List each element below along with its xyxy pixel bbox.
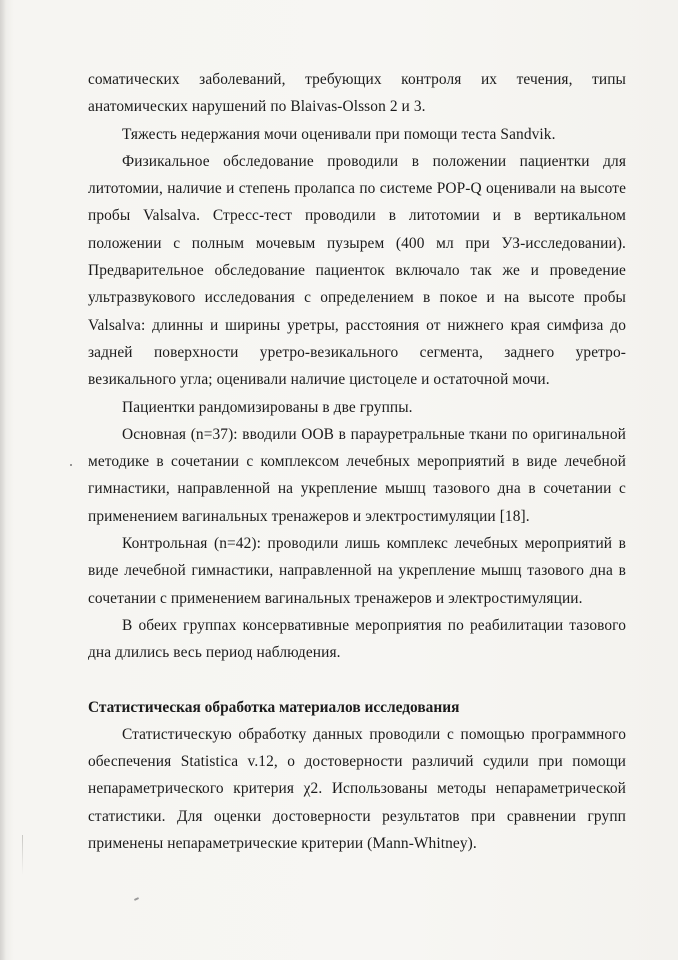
scan-dot (70, 464, 72, 466)
margin-mark (22, 835, 23, 875)
paragraph-both-groups: В обеих группах консервативные мероприятия по реабилитации тазового дна длились весь период наблюдения. (88, 616, 626, 662)
section-heading-statistics: Статистическая обработка материалов исследования (88, 698, 460, 716)
paragraph-physical-exam: Физикальное обследование проводили в положении пациентки для литотомии, наличие и степень пролапса по системе POP-Q оценивали на высоте пробы Valsalva. Стресс-тест проводили в литотомии и в вертикальном положении с полным мочевым пузырем (400 мл при УЗ-исследовании). Предварительное обследование пациенток включало так же и проведение ультразвукового исследования с определением в покое и на высоте пробы Valsalva: длинны и ширины уретры, расстояния от нижнего края симфиза до задней поверхности уретро-везикального сегмента, заднего уретро-везикального угла; оценивали наличие цистоцеле и остаточной мочи. (88, 152, 626, 389)
section-gap (88, 667, 626, 694)
paragraph-statistics: Статистическую обработку данных проводили с помощью программного обеспечения Statistica v.12, о достоверности различий судили при помощи непараметрического критерия χ2. Использованы методы непараметрической статистики. Для оценки достоверности результатов при сравнении групп применены непараметрические критерии (Mann-Whitney). (88, 725, 626, 853)
page-edge-shadow (0, 0, 6, 960)
paragraph-randomization: Пациентки рандомизированы в две группы. (122, 398, 413, 416)
paragraph-comorbidities: соматических заболеваний, требующих контроля их течения, типы анатомических нарушений по Blaivas-Olsson 2 и 3. (88, 71, 626, 116)
scan-speck (134, 897, 139, 901)
document-body (88, 66, 626, 857)
paragraph-sandvik: Тяжесть недержания мочи оценивали при помощи теста Sandvik. (122, 125, 556, 143)
paragraph-control-group: Контрольная (n=42): проводили лишь комплекс лечебных мероприятий в виде лечебной гимнастики, направленной на укрепление мышц тазового дна в сочетании с применением вагинальных тренажеров и электростимуляции. (88, 535, 626, 607)
paragraph-main-group: Основная (n=37): вводили ООВ в парауретральные ткани по оригинальной методике в сочетании с комплексом лечебных мероприятий в виде лечебной гимнастики, направленной на укрепление мышц тазового дна в сочетании с применением вагинальных тренажеров и электростимуляции [18]. (88, 425, 626, 525)
